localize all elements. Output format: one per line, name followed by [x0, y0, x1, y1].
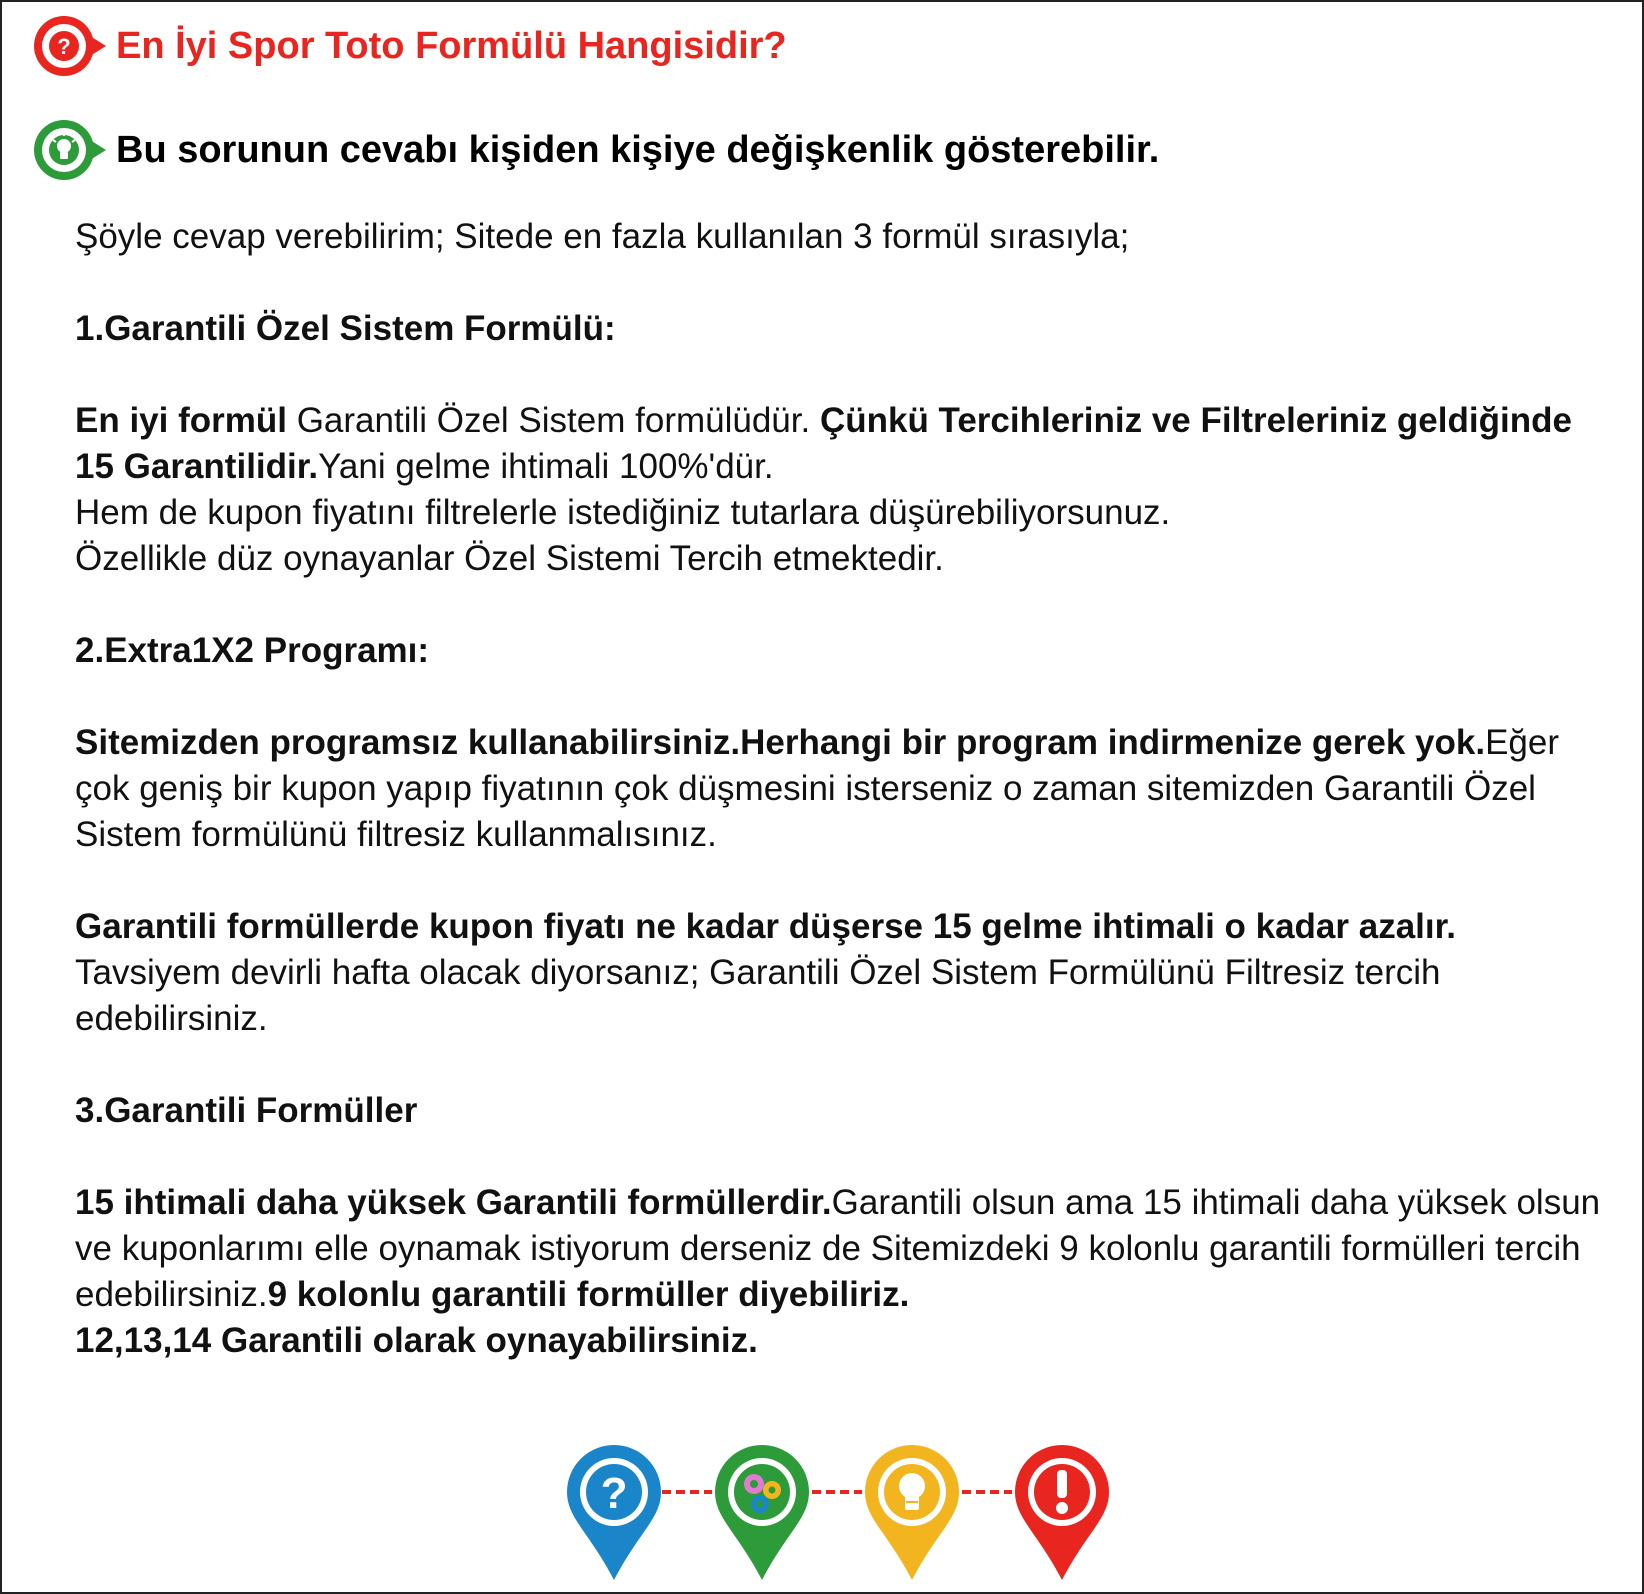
gears-pin-icon	[715, 1445, 809, 1580]
section-3-paragraph: 15 ihtimali daha yüksek Garantili formüllerdir.Garantili olsun ama 15 ihtimali daha yüksek olsun ve kuponlarımı elle oynamak istiyorum derseniz de Sitemizdeki 9 kolonlu garantili formülleri tercih edebilirsiniz.9 kolonlu garantili formüller diyebiliriz.	[75, 1183, 1601, 1314]
footer-pins	[567, 1444, 1132, 1584]
svg-text:?: ?	[57, 34, 71, 59]
section-1-line-2: Hem de kupon fiyatını filtrelerle istediğiniz tutarlara düşürebiliyorsunuz.	[75, 493, 1171, 532]
lightbulb-pin-icon	[865, 1445, 959, 1580]
question-badge-icon	[32, 14, 108, 78]
question-row	[32, 8, 787, 84]
lightbulb-badge-icon	[32, 118, 108, 182]
section-1-line-3: Özellikle düz oynayanlar Özel Sistemi Tercih etmektedir.	[75, 539, 944, 578]
section-3-line-2: 12,13,14 Garantili olarak oynayabilirsiniz.	[75, 1321, 758, 1360]
section-1-paragraph: En iyi formül Garantili Özel Sistem formülüdür. Çünkü Tercihleriniz ve Filtreleriniz geldiğinde 15 Garantilidir.Yani gelme ihtimali 100%'dür.	[75, 401, 1572, 486]
answer-body	[75, 214, 1605, 1364]
section-2-paragraph-1: Sitemizden programsız kullanabilirsiniz.Herhangi bir program indirmenize gerek yok.Eğer çok geniş bir kupon yapıp fiyatının çok düşmesini isterseniz o zaman sitemizden Garantili Özel Sistem formülünü filtresiz kullanmalısınız.	[75, 723, 1560, 854]
intro-text: Şöyle cevap verebilirim; Sitede en fazla kullanılan 3 formül sırasıyla;	[75, 217, 1130, 256]
answer-row	[32, 112, 1159, 188]
answer-title: Bu sorunun cevabı kişiden kişiye değişkenlik gösterebilir.	[116, 128, 1160, 171]
section-2-heading: 2.Extra1X2 Programı:	[75, 631, 430, 670]
section-2-paragraph-2-text: Tavsiyem devirli hafta olacak diyorsanız; Garantili Özel Sistem Formülünü Filtresiz tercih edebilirsiniz.	[75, 953, 1441, 1038]
question-pin-icon	[567, 1445, 661, 1580]
svg-text:?: ?	[600, 1469, 628, 1518]
section-3-heading: 3.Garantili Formüller	[75, 1091, 418, 1130]
section-2-paragraph-2: Garantili formüllerde kupon fiyatı ne kadar düşerse 15 gelme ihtimali o kadar azalır.	[75, 907, 1457, 946]
question-title: En İyi Spor Toto Formülü Hangisidir?	[116, 24, 787, 67]
exclamation-pin-icon	[1015, 1445, 1109, 1580]
section-1-heading: 1.Garantili Özel Sistem Formülü:	[75, 309, 616, 348]
